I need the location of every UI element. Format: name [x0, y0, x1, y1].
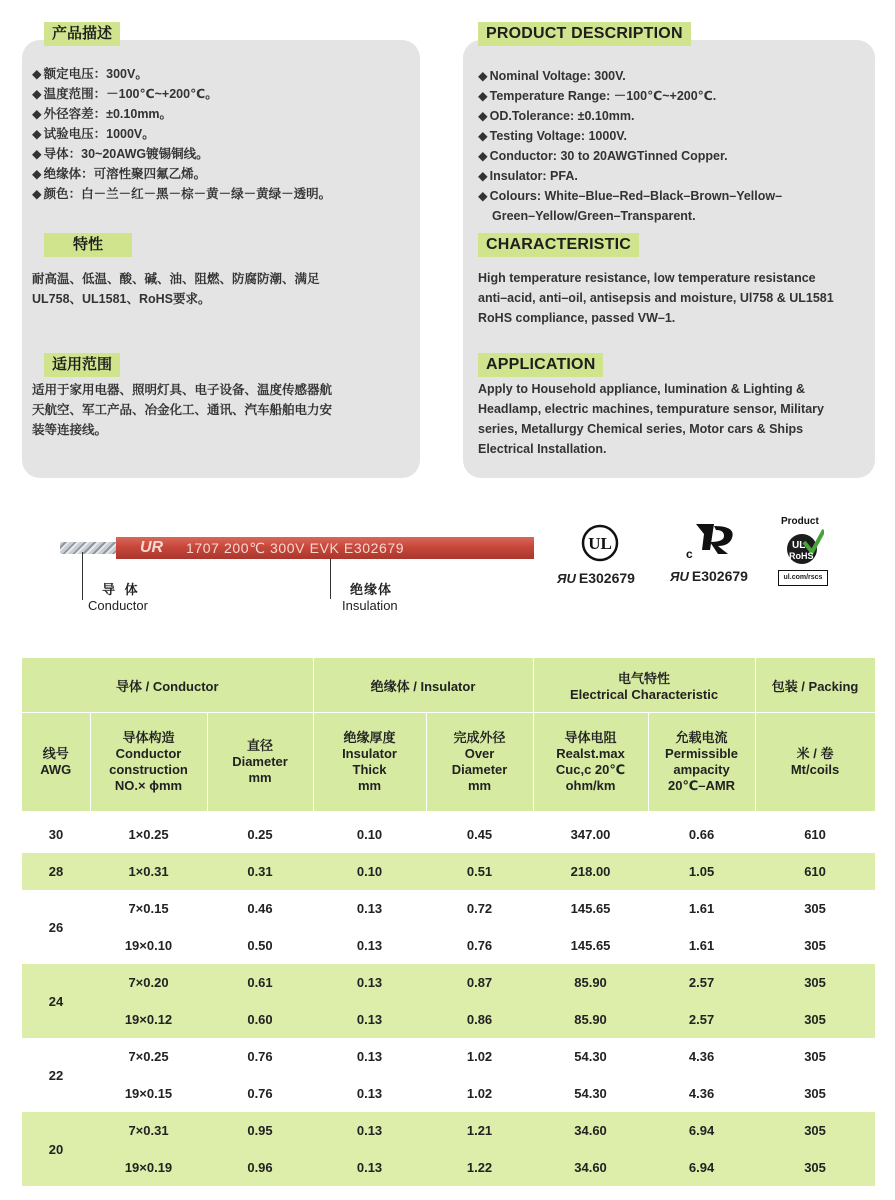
ul-file-text: E302679 [691, 568, 748, 584]
cell-construction: 19×0.12 [90, 1001, 207, 1038]
cell-ampacity: 6.94 [648, 1112, 755, 1149]
table-row [22, 927, 875, 964]
rohs-badge-top-text: Product [781, 516, 819, 527]
rohs-ul-mark: UL [792, 540, 806, 551]
spec-item: ◆ Conductor: 30 to 20AWGTinned Copper. [478, 146, 782, 166]
cell-construction: 19×0.10 [124, 938, 173, 953]
header-line: mm [467, 778, 492, 793]
cell-resistance: 145.65 [570, 938, 611, 953]
insulation-sheath [116, 537, 534, 559]
text-line: UL758、UL1581、RoHS要求。 [32, 292, 211, 306]
column-header-thick [313, 713, 426, 812]
cell-construction: 7×0.25 [128, 1049, 169, 1064]
ur-mark-icon: UR [140, 539, 164, 556]
svg-text:UL: UL [588, 534, 612, 553]
column-header-ampacity [648, 713, 755, 812]
ul-file-text: E302679 [578, 570, 635, 586]
cell-thick: 0.10 [356, 827, 383, 842]
cell-construction: 7×0.15 [128, 901, 169, 916]
cell-ampacity: 2.57 [648, 1001, 755, 1038]
cell-thick: 0.13 [356, 1086, 383, 1101]
cell-over-diameter: 0.87 [426, 964, 533, 1001]
cell-over-diameter: 1.02 [466, 1049, 493, 1064]
cell-thick: 0.13 [356, 1049, 383, 1064]
cell-awg: 20 [22, 1112, 90, 1186]
cell-resistance: 54.30 [574, 1086, 607, 1101]
cell-over-diameter: 0.51 [426, 853, 533, 890]
cell-diameter: 0.46 [247, 901, 273, 916]
cell-resistance: 34.60 [533, 1149, 648, 1186]
rohs-label: RoHS [789, 551, 814, 561]
header-line: Thick [352, 762, 387, 777]
cell-awg: 28 [22, 853, 90, 890]
cell-packing: 305 [804, 938, 826, 953]
cell-thick: 0.13 [313, 964, 426, 1001]
header-line: Diameter [232, 754, 288, 769]
specification-table [22, 658, 876, 1186]
ul-file-number-2 [670, 568, 748, 584]
spec-item: ◆ 外径容差：±0.10mm。 [32, 104, 331, 124]
cell-diameter: 0.25 [247, 827, 273, 842]
c-ur-recognized-icon [684, 520, 748, 560]
cell-resistance: 145.65 [570, 901, 611, 916]
ul-listed-icon [580, 523, 620, 563]
spec-item: ◆ 导体：30~20AWG镀锡铜线。 [32, 144, 331, 164]
cell-diameter: 0.61 [207, 964, 313, 1001]
application-heading-cn: 适用范围 [44, 353, 120, 377]
c-ur-mark-icon: ЯU [670, 569, 689, 584]
cell-packing: 305 [804, 1049, 826, 1064]
column-header-construction [90, 713, 207, 812]
header-line: ohm/km [565, 778, 616, 793]
characteristic-heading-cn: 特性 [44, 233, 132, 257]
header-line: 直径 [247, 738, 274, 753]
product-description-heading-cn: 产品描述 [44, 22, 120, 46]
spec-item: ◆ 颜色：白－兰－红－黑－棕－黄－绿－黄绿－透明。 [32, 184, 331, 204]
cell-packing: 305 [755, 1112, 875, 1149]
spec-item: ◆ 试验电压：1000V。 [32, 124, 331, 144]
cell-thick: 0.13 [313, 1001, 426, 1038]
cell-packing: 305 [804, 1086, 826, 1101]
header-line: Conductor [115, 746, 182, 761]
cell-ampacity: 1.61 [688, 901, 715, 916]
group-header-electrical [533, 658, 755, 713]
conductor-label-en: Conductor [88, 598, 148, 613]
cell-diameter: 0.31 [207, 853, 313, 890]
cell-diameter: 0.95 [207, 1112, 313, 1149]
cell-diameter: 0.60 [207, 1001, 313, 1038]
cell-ampacity: 2.57 [648, 964, 755, 1001]
application-heading-en: APPLICATION [478, 353, 603, 377]
conductor-strands [60, 542, 116, 554]
spec-item: ◆ Insulator: PFA. [478, 166, 782, 186]
cell-awg: 24 [22, 964, 90, 1038]
table-row [22, 890, 875, 927]
spec-item: ◆ Temperature Range: －100℃~+200℃. [478, 86, 782, 106]
header-line: NO.× ϕmm [114, 778, 183, 793]
text-line: 装等连接线。 [32, 423, 108, 437]
cell-construction: 19×0.19 [90, 1149, 207, 1186]
cell-over-diameter: 0.45 [466, 827, 493, 842]
cell-ampacity: 0.66 [688, 827, 715, 842]
spec-item: ◆ 温度范围：－100℃~+200℃。 [32, 84, 331, 104]
header-line: Cuc,c 20℃ [555, 762, 626, 777]
cable-print-text: 1707 200℃ 300V EVK E302679 [186, 540, 405, 556]
characteristic-text-en [478, 268, 834, 328]
conductor-leader-line [82, 552, 83, 600]
header-line: 20℃–AMR [668, 778, 736, 793]
characteristic-text-cn [32, 269, 320, 309]
header-line: Insulator [342, 746, 397, 761]
cell-ampacity: 4.36 [688, 1086, 715, 1101]
cell-resistance: 54.30 [574, 1049, 607, 1064]
table-row [22, 964, 875, 1001]
cell-awg: 26 [48, 919, 64, 935]
conductor-callout [88, 582, 148, 614]
header-line: 导体构造 [122, 730, 175, 745]
table-row [22, 1075, 875, 1112]
application-text-en [478, 379, 824, 459]
column-header-over-diameter [426, 713, 533, 812]
header-line: mm [357, 778, 382, 793]
text-line: series, Metallurgy Chemical series, Motor cars & Ships [478, 422, 804, 436]
cell-resistance: 85.90 [533, 964, 648, 1001]
insulation-callout [342, 582, 398, 614]
cell-over-diameter: 0.76 [466, 938, 493, 953]
text-line: Electrical Installation. [478, 442, 607, 456]
cell-thick: 0.13 [313, 1112, 426, 1149]
table-row [22, 1112, 875, 1149]
header-line: Diameter [451, 762, 508, 777]
text-line: Headlamp, electric machines, tempurature sensor, Military [478, 402, 824, 416]
ul-rohs-badge [778, 516, 830, 588]
text-line: 耐高温、低温、酸、碱、油、阻燃、防腐防潮、满足 [32, 272, 320, 286]
cell-ampacity: 4.36 [688, 1049, 715, 1064]
cell-construction: 19×0.15 [124, 1086, 173, 1101]
product-description-list-cn [32, 64, 331, 204]
group-header-packing: 包装 / Packing [755, 658, 875, 713]
spec-item: ◆ 绝缘体：可溶性聚四氟乙烯。 [32, 164, 331, 184]
product-description-heading-en: PRODUCT DESCRIPTION [478, 22, 691, 46]
header-line: 线号 [42, 746, 69, 761]
spec-item: ◆ 额定电压：300V。 [32, 64, 331, 84]
column-header-awg [22, 713, 90, 812]
cell-construction: 7×0.31 [90, 1112, 207, 1149]
cell-diameter: 0.50 [247, 938, 273, 953]
spec-item: ◆ Nominal Voltage: 300V. [478, 66, 782, 86]
cell-resistance: 347.00 [570, 827, 611, 842]
header-line: 完成外径 [453, 730, 506, 745]
spec-item-continuation: Green–Yellow/Green–Transparent. [492, 209, 696, 223]
header-line: 导体电阻 [564, 730, 617, 745]
cell-resistance: 34.60 [533, 1112, 648, 1149]
cell-packing: 610 [755, 853, 875, 890]
table-row [22, 1001, 875, 1038]
cell-over-diameter: 1.22 [426, 1149, 533, 1186]
cell-construction: 1×0.31 [90, 853, 207, 890]
text-line: 适用于家用电器、照明灯具、电子设备、温度传感器航 [32, 383, 333, 397]
cell-packing: 305 [755, 964, 875, 1001]
cell-over-diameter: 1.21 [426, 1112, 533, 1149]
svg-text:c: c [686, 547, 693, 560]
cell-ampacity: 6.94 [648, 1149, 755, 1186]
cell-construction: 7×0.20 [90, 964, 207, 1001]
insulation-label-cn: 绝缘体 [350, 582, 393, 597]
cell-thick: 0.13 [313, 1149, 426, 1186]
text-line: High temperature resistance, low temperature resistance [478, 271, 816, 285]
column-header-packing [755, 713, 875, 812]
text-line: 天航空、军工产品、冶金化工、通讯、汽车船舶电力安 [32, 403, 333, 417]
cell-diameter: 0.76 [247, 1086, 273, 1101]
cell-ampacity: 1.05 [648, 853, 755, 890]
cell-thick: 0.13 [356, 901, 383, 916]
cell-packing: 610 [804, 827, 826, 842]
header-line: 绝缘厚度 [343, 730, 396, 745]
ur-mark-icon: ЯU [557, 571, 576, 586]
cell-thick: 0.10 [313, 853, 426, 890]
column-header-diameter [207, 713, 313, 812]
header-line: 允载电流 [675, 730, 728, 745]
header-line: mm [248, 770, 272, 785]
insulation-label-en: Insulation [342, 598, 398, 613]
cell-thick: 0.13 [356, 938, 383, 953]
text-line: anti–acid, anti–oil, antisepsis and moisture, Ul758 & UL1581 [478, 291, 834, 305]
cell-construction: 1×0.25 [128, 827, 169, 842]
group-header-conductor: 导体 / Conductor [22, 658, 313, 713]
insulation-leader-line [330, 559, 331, 599]
text-line: Apply to Household appliance, lumination & Lighting & [478, 382, 806, 396]
cell-packing: 305 [755, 1001, 875, 1038]
rohs-url: ul.com/rscs [778, 570, 828, 586]
header-line: Mt/coils [790, 762, 840, 777]
table-row [22, 853, 875, 890]
spec-item: ◆ OD.Tolerance: ±0.10mm. [478, 106, 782, 126]
cell-ampacity: 1.61 [688, 938, 715, 953]
header-line: Permissible [665, 746, 739, 761]
text-line: RoHS compliance, passed VW–1. [478, 311, 676, 325]
spec-item: ◆ Colours: White–Blue–Red–Black–Brown–Yellow– [478, 186, 782, 206]
table-row [22, 816, 875, 853]
application-text-cn [32, 380, 332, 440]
header-line: construction [109, 762, 188, 777]
spec-item: ◆ Testing Voltage: 1000V. [478, 126, 782, 146]
product-description-list-en [478, 66, 782, 226]
cell-awg: 22 [48, 1067, 64, 1083]
cable-illustration [60, 537, 534, 559]
table-row [22, 1038, 875, 1075]
cell-over-diameter: 1.02 [466, 1086, 493, 1101]
ul-file-number-1 [557, 570, 635, 586]
table-row [22, 1149, 875, 1186]
header-line: 电气特性 [618, 671, 671, 686]
characteristic-heading-en: CHARACTERISTIC [478, 233, 639, 257]
header-line: 米 / 卷 [796, 746, 834, 761]
cell-diameter: 0.76 [247, 1049, 273, 1064]
column-header-resistance [533, 713, 648, 812]
header-line: ampacity [673, 762, 730, 777]
cell-over-diameter: 0.72 [466, 901, 493, 916]
cell-packing: 305 [755, 1149, 875, 1186]
cell-packing: 305 [804, 901, 826, 916]
header-line: Realst.max [556, 746, 625, 761]
header-line: Electrical Characteristic [569, 687, 719, 702]
cell-resistance: 85.90 [533, 1001, 648, 1038]
group-header-insulator: 绝缘体 / Insulator [313, 658, 533, 713]
conductor-label-cn: 导 体 [102, 582, 141, 597]
cell-resistance: 218.00 [533, 853, 648, 890]
cell-awg: 30 [48, 827, 64, 842]
header-line: Over [464, 746, 495, 761]
header-line: AWG [40, 762, 72, 777]
cell-over-diameter: 0.86 [426, 1001, 533, 1038]
cell-diameter: 0.96 [207, 1149, 313, 1186]
